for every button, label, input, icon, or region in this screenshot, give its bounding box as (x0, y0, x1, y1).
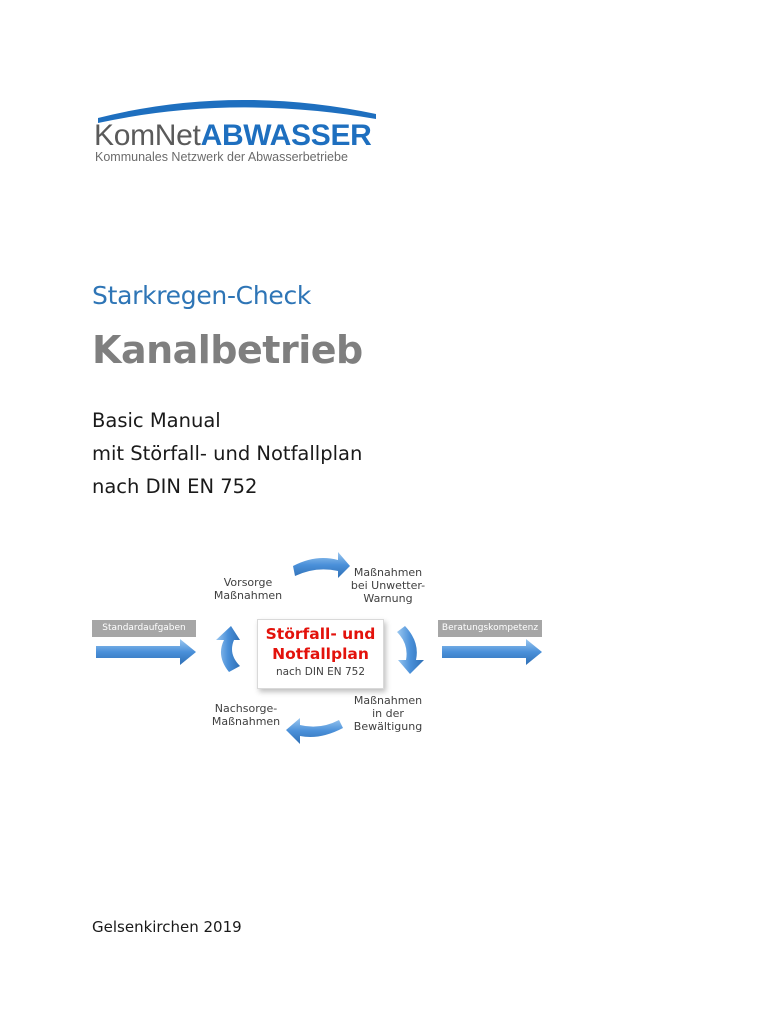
label-line: Bewältigung (353, 720, 423, 733)
standard-tasks-label: Standardaufgaben (92, 620, 196, 637)
emergency-plan-title (258, 624, 383, 664)
document-title: Kanalbetrieb (92, 328, 363, 372)
description-line: mit Störfall- und Notfallplan (92, 442, 363, 465)
right-cycle-arrow (397, 626, 424, 674)
label-storm-warning (338, 566, 438, 605)
document-footer: Gelsenkirchen 2019 (92, 918, 242, 936)
left-cycle-arrow (216, 626, 240, 672)
label-aftercare (206, 702, 286, 728)
label-coping (338, 694, 438, 733)
emergency-plan-subtitle: nach DIN EN 752 (275, 666, 366, 678)
logo-wordmark (94, 120, 372, 152)
document-description (92, 404, 362, 503)
emergency-plan-title-line: Notfallplan (272, 645, 369, 663)
left-input-arrow (96, 639, 196, 665)
right-output-arrow (442, 639, 542, 665)
label-precaution (208, 576, 288, 602)
logo-name-part2: ABWASSER (200, 119, 372, 152)
label-line: Maßnahmen (213, 589, 283, 602)
logo-tagline: Kommunales Netzwerk der Abwasserbetriebe (95, 150, 348, 164)
emergency-plan-title-line: Störfall- und (265, 625, 376, 643)
label-line: Warnung (363, 592, 413, 605)
label-line: Maßnahmen (353, 694, 423, 707)
process-diagram (88, 540, 558, 760)
logo-name-part1: KomNet (94, 119, 201, 152)
label-line: Maßnahmen (211, 715, 281, 728)
label-line: in der (372, 707, 404, 720)
komnet-logo (92, 92, 382, 172)
label-line: bei Unwetter- (350, 579, 426, 592)
label-line: Nachsorge- (214, 702, 278, 715)
description-line: nach DIN EN 752 (92, 475, 258, 498)
emergency-plan-box (257, 619, 384, 689)
bottom-cycle-arrow (286, 718, 343, 744)
description-line: Basic Manual (92, 409, 221, 432)
label-line: Maßnahmen (353, 566, 423, 579)
consulting-competence-label: Beratungskompetenz (438, 620, 542, 637)
document-subtitle: Starkregen-Check (92, 281, 312, 310)
label-line: Vorsorge (223, 576, 273, 589)
